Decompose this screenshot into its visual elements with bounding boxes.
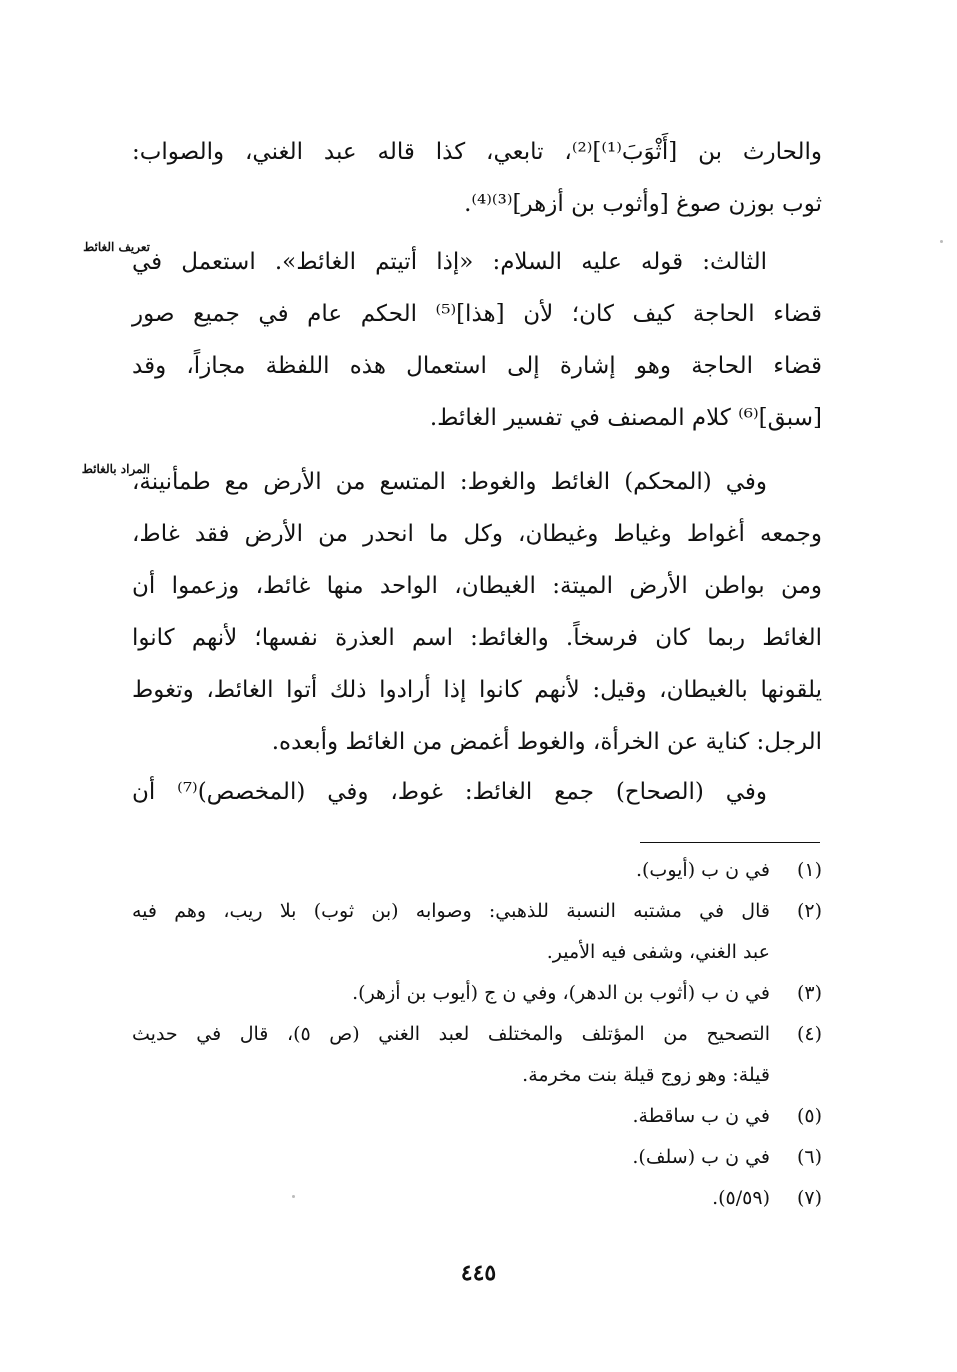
text-line: وجمعه أغواط وغياط وغيطان، وكل ما انحدر من الأرض فقد غاط،: [132, 521, 822, 547]
footnote-text: في ن ب (أثوب بن الدهر)، وفي ن ج (أيوب بن أزهر).: [352, 982, 770, 1004]
text-line: يلقونها بالغيطان، وقيل: لأنهم كانوا إذا أرادوا ذلك أتوا الغائط، وتغوط: [132, 677, 822, 703]
footnote-7: [132, 1178, 822, 1219]
footnote-number: (٢): [796, 900, 822, 922]
footnote-3: [132, 973, 822, 1014]
paragraph-sihah: [132, 766, 822, 818]
text-line: الغائط ربما كان فرسخاً. والغائط: اسم العذرة نفسها؛ لأنهم كانوا: [132, 625, 822, 651]
paragraph-third: [132, 236, 822, 444]
paragraph-top: [132, 126, 822, 230]
footnote-number: (٧): [796, 1187, 822, 1209]
footnote-2: [132, 891, 822, 932]
footnotes: [132, 850, 822, 1219]
footnote-number: (٥): [796, 1105, 822, 1127]
footnote-6: [132, 1137, 822, 1178]
scan-speck: [292, 1195, 295, 1198]
text-line: قضاء الحاجة كيف كان؛ لأن [هذا]⁽⁵⁾ الحكم عام في جميع صور: [132, 301, 822, 327]
footnote-text: قال في مشتبه النسبة للذهبي: وصوابه (بن ثوب) بلا ريب، وهم فيه: [132, 900, 770, 922]
text-line: الرجل: كناية عن الخرأة، والغوط أغمض من الغائط وأبعده.: [271, 729, 822, 755]
footnote-text: في ن ب ساقطة.: [632, 1105, 770, 1127]
margin-note-definition: تعريف الغائط: [83, 240, 150, 254]
paragraph-muhkam: [132, 456, 822, 768]
footnote-text-continued: قيلة: وهو زوج قيلة بنت مخرمة.: [522, 1064, 770, 1086]
scan-speck: [940, 240, 943, 243]
footnote-number: (٦): [796, 1146, 822, 1168]
footnote-number: (٣): [796, 982, 822, 1004]
footnote-1: [132, 850, 822, 891]
footnote-text: التصحيح من المؤتلف والمختلف لعبد الغني (ص ٥)، قال في حديث: [132, 1023, 770, 1045]
footnote-number: (٤): [796, 1023, 822, 1045]
footnote-4: [132, 1014, 822, 1055]
text-line: قضاء الحاجة وهو إشارة إلى استعمال هذه اللفظة مجازاً، وقد: [132, 353, 822, 379]
text-line: [سبق]⁽⁶⁾ كلام المصنف في تفسير الغائط.: [429, 405, 822, 431]
text-line: ثوب بوزن صوغ [وأثوب بن أزهر]⁽³⁾⁽⁴⁾.: [464, 191, 822, 217]
page-number: ٤٤٥: [460, 1260, 497, 1286]
text-line: ومن بواطن الأرض الميتة: الغيطان، الواحد منها غائط، وزعموا أن: [132, 573, 822, 599]
footnote-text: في ن ب (أيوب).: [635, 859, 770, 881]
footnote-separator: [640, 842, 820, 843]
margin-note-meaning: المراد بالغائط: [81, 462, 150, 476]
text-line: والحارث بن [أَثْوَبَ⁽¹⁾]⁽²⁾، تابعي، كذا قاله عبد الغني، والصواب:: [132, 139, 822, 165]
text-line: وفي (الصحاح) جمع الغائط: غوط، وفي (المخصص)⁽⁷⁾ أن: [132, 779, 767, 805]
footnote-text: في ن ب (سلف).: [632, 1146, 770, 1168]
footnote-number: (١): [796, 859, 822, 881]
footnote-text-continued: عبد الغني، وشفى فيه الأمير.: [546, 941, 770, 963]
footnote-5: [132, 1096, 822, 1137]
text-line: الثالث: قوله عليه السلام: «إذا أتيتم الغائط». استعمل في: [132, 249, 767, 275]
footnote-text: (٥/٥٩).: [712, 1187, 770, 1209]
text-line: وفي (المحكم) الغائط والغوط: المتسع من الأرض مع طمأنينة،: [132, 469, 767, 495]
